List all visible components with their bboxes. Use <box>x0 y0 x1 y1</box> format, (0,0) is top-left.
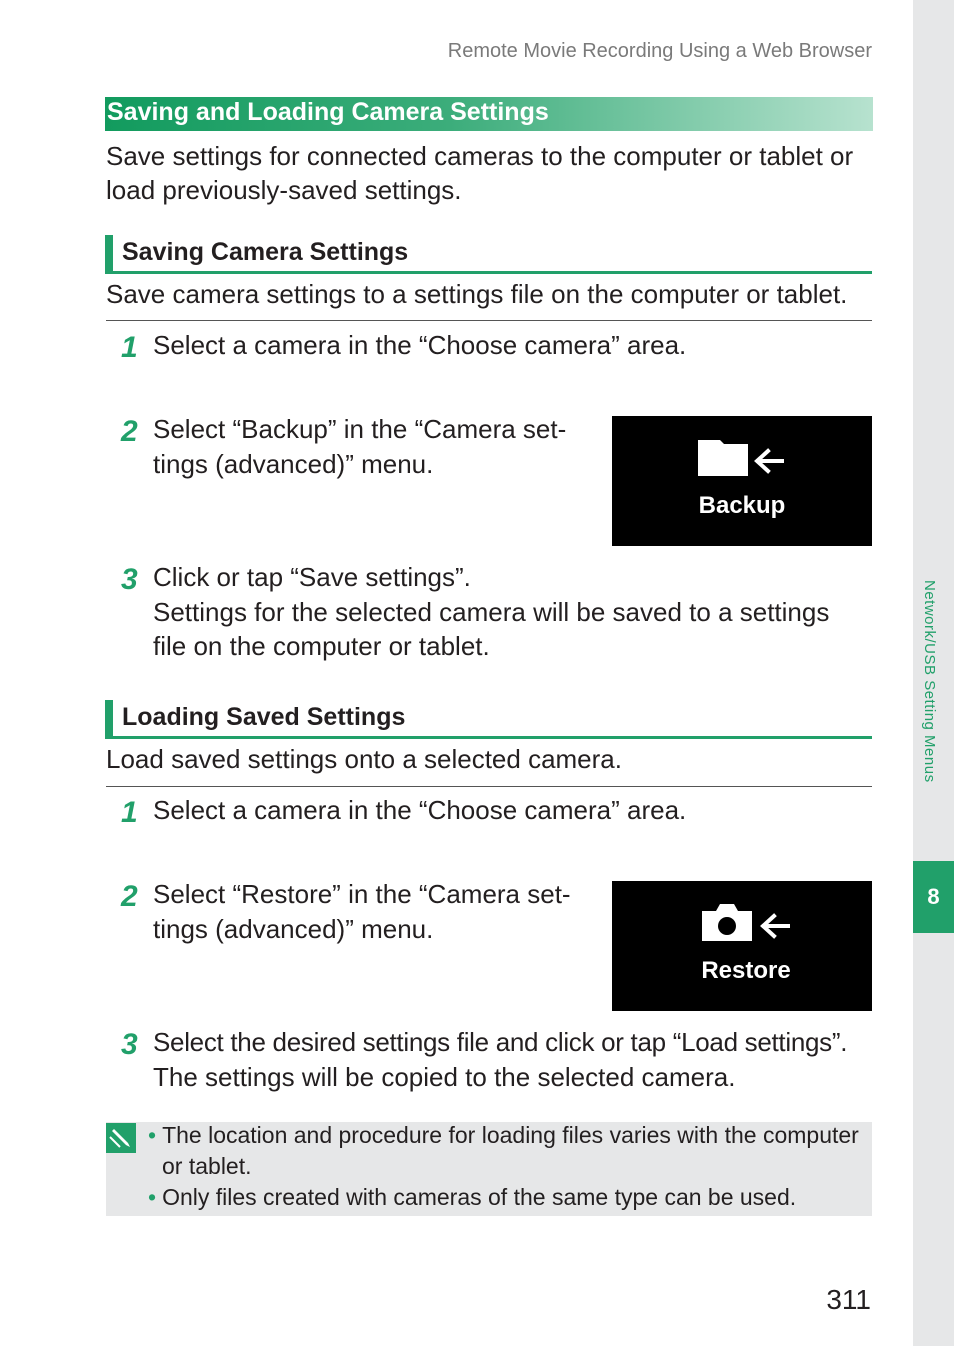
note-item <box>148 1120 859 1151</box>
note-text-continued: or tablet. <box>162 1153 252 1179</box>
step-text: Select “Restore” in the “Camera set- <box>153 879 571 909</box>
page-number: 311 <box>826 1284 871 1315</box>
loading-heading <box>105 700 872 739</box>
step-number: 2 <box>121 415 138 448</box>
section-intro-line-2: load previously-saved settings. <box>106 175 462 205</box>
note-text: Only files created with cameras of the same type can be used. <box>162 1184 797 1210</box>
heading-accent-bar <box>105 235 113 273</box>
camera-arrow-icon <box>612 881 872 1011</box>
step-text: Click or tap “Save settings”. <box>153 562 471 592</box>
loading-description: Load saved settings onto a selected camera. <box>106 744 622 774</box>
bullet: • <box>148 1122 157 1148</box>
backup-label: Backup <box>698 492 786 519</box>
step-number: 1 <box>121 331 138 364</box>
loading-heading-text: Loading Saved Settings <box>122 703 406 731</box>
step-text: Settings for the selected camera will be saved to a settings <box>153 597 830 627</box>
bullet: • <box>148 1184 157 1210</box>
section-intro-line-1: Save settings for connected cameras to the computer or tablet or <box>106 141 854 171</box>
running-head: Remote Movie Recording Using a Web Browser <box>447 40 872 62</box>
note-text: The location and procedure for loading files varies with the computer <box>162 1122 859 1148</box>
step-text: Select a camera in the “Choose camera” area. <box>153 330 687 360</box>
step-text: Select “Backup” in the “Camera set- <box>153 414 567 444</box>
step-text: tings (advanced)” menu. <box>153 914 434 944</box>
saving-heading <box>105 235 872 274</box>
divider <box>106 786 872 787</box>
sidebar-chapter-label: Network/USB Setting Menus <box>921 580 938 783</box>
divider <box>106 320 872 321</box>
chapter-tab <box>913 861 954 933</box>
backup-screen <box>612 416 872 546</box>
chapter-number: 8 <box>927 884 940 909</box>
step-text: tings (advanced)” menu. <box>153 449 434 479</box>
step-number: 3 <box>121 563 138 596</box>
step-number: 2 <box>121 880 138 913</box>
step-text: The settings will be copied to the selected camera. <box>153 1062 736 1092</box>
section-title: Saving and Loading Camera Settings <box>107 98 549 126</box>
note-pencil-icon <box>106 1123 136 1153</box>
step-number: 1 <box>121 796 138 829</box>
restore-screen <box>612 881 872 1011</box>
step-text: Select a camera in the “Choose camera” area. <box>153 795 687 825</box>
saving-description: Save camera settings to a settings file on the computer or tablet. <box>106 279 848 309</box>
step-text: Select the desired settings file and click or tap “Load settings”. <box>153 1027 848 1057</box>
folder-arrow-icon <box>612 416 872 546</box>
note-item <box>148 1182 796 1213</box>
restore-label: Restore <box>701 957 791 984</box>
step-text: file on the computer or tablet. <box>153 631 490 661</box>
step-number: 3 <box>121 1028 138 1061</box>
saving-heading-text: Saving Camera Settings <box>122 238 409 266</box>
heading-accent-bar <box>105 700 113 738</box>
